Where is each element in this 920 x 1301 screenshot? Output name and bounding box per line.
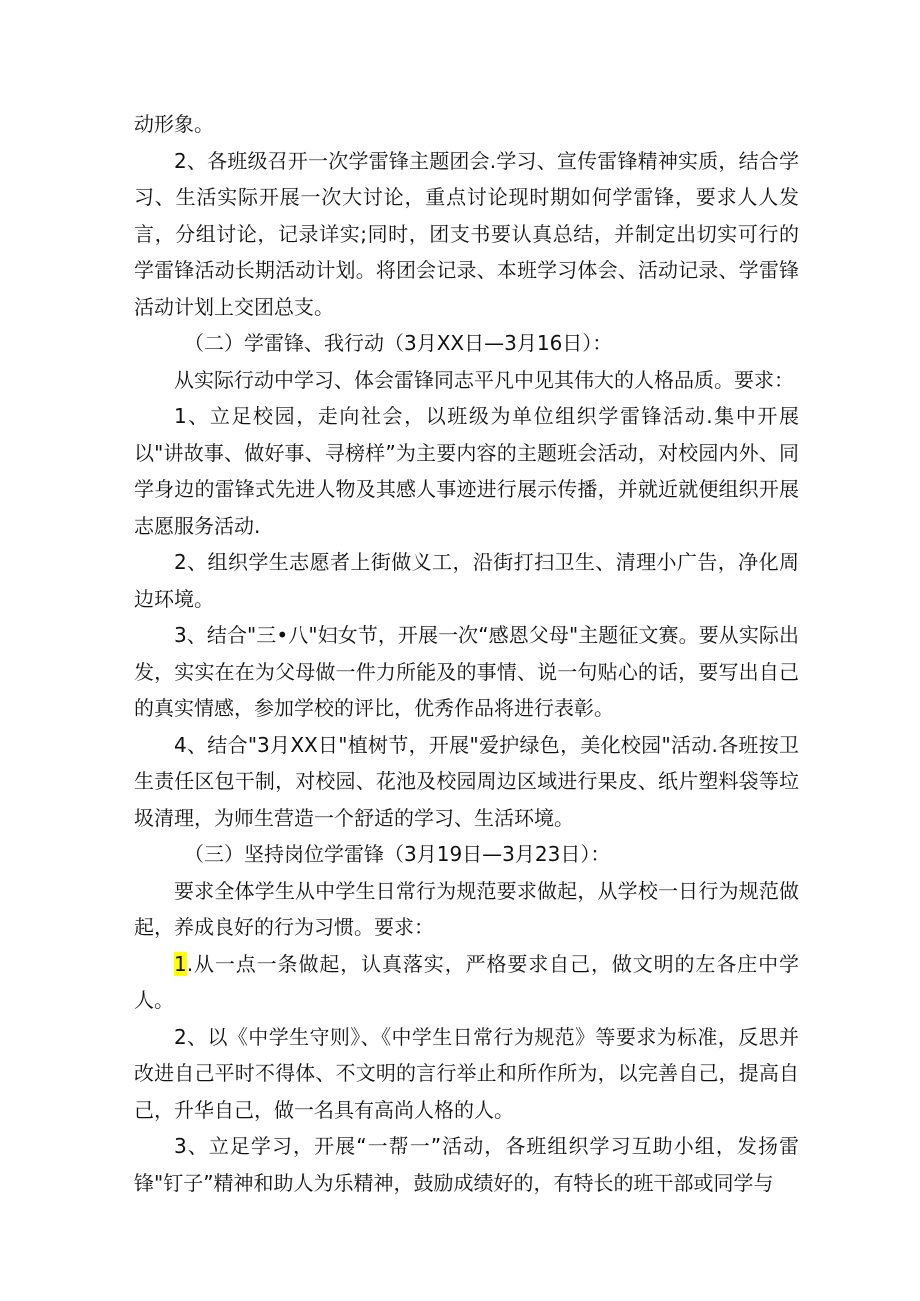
document-body <box>134 106 799 1201</box>
section-heading-3: （三）坚持岗位学雷锋（3月19日—3月23日）： <box>184 842 611 866</box>
highlight-mark: 1 <box>174 951 187 976</box>
paragraph-text: .从一点一条做起，认真落实，严格要求自己，做文明的左各庄中学人。 <box>134 951 799 1012</box>
paragraph-item-3b: 3、立足学习，开展“一帮一”活动，各班组织学习互助小组，发扬雷锋"钉子”精神和助人为乐精神，鼓励成绩好的，有特长的班干部或同学与 <box>134 1134 799 1195</box>
paragraph-item-4: 4、结合"3月XX日"植树节，开展"爱护绿色，美化校园"活动.各班按卫生责任区包干制，对校园、花池及校园周边区域进行果皮、纸片塑料袋等垃圾清理，为师生营造一个舒适的学习、生活环境。 <box>134 732 799 830</box>
section-heading-2: （二）学雷锋、我行动（3月XX日—3月16日）： <box>184 331 613 355</box>
section-intro-2: 从实际行动中学习、体会雷锋同志平凡中见其伟大的人格品质。要求： <box>174 367 794 392</box>
paragraph-item-1-highlighted <box>134 946 799 1019</box>
section-intro-3: 要求全体学生从中学生日常行为规范要求做起，从学校一日行为规范做起，养成良好的行为习惯。要求： <box>134 878 799 939</box>
paragraph-item-2c: 2、以《中学生守则》、《中学生日常行为规范》等要求为标准，反思并改进自己平时不得体、不文明的言行举止和所作所为，以完善自己，提高自己，升华自己，做一名具有高尚人格的人。 <box>134 1024 799 1122</box>
paragraph-fragment: 动形象。 <box>134 112 214 136</box>
paragraph-item-2: 2、各班级召开一次学雷锋主题团会.学习、宣传雷锋精神实质，结合学习、生活实际开展一次大讨论，重点讨论现时期如何学雷锋，要求人人发言，分组讨论，记录详实;同时，团支书要认真总结，并制定出切实可行的学雷锋活动长期活动计划。将团会记录、本班学习体会、活动记录、学雷锋活动计划上交团总支。 <box>134 148 799 319</box>
paragraph-item-2b: 2、组织学生志愿者上街做义工，沿街打扫卫生、清理小广告，净化周边环境。 <box>134 550 799 611</box>
paragraph-item-3: 3、结合"三•八"妇女节，开展一次“感恩父母"主题征文赛。要从实际出发，实实在在为父母做一件力所能及的事情、说一句贴心的话，要写出自己的真实情感，参加学校的评比，优秀作品将进行表彰。 <box>134 623 799 720</box>
paragraph-item-1: 1、立足校园，走向社会，以班级为单位组织学雷锋活动.集中开展以"讲故事、做好事、寻榜样”为主要内容的主题班会活动，对校园内外、同学身边的雷锋式先进人物及其感人事迹进行展示传播，并就近就便组织开展志愿服务活动. <box>134 404 799 538</box>
